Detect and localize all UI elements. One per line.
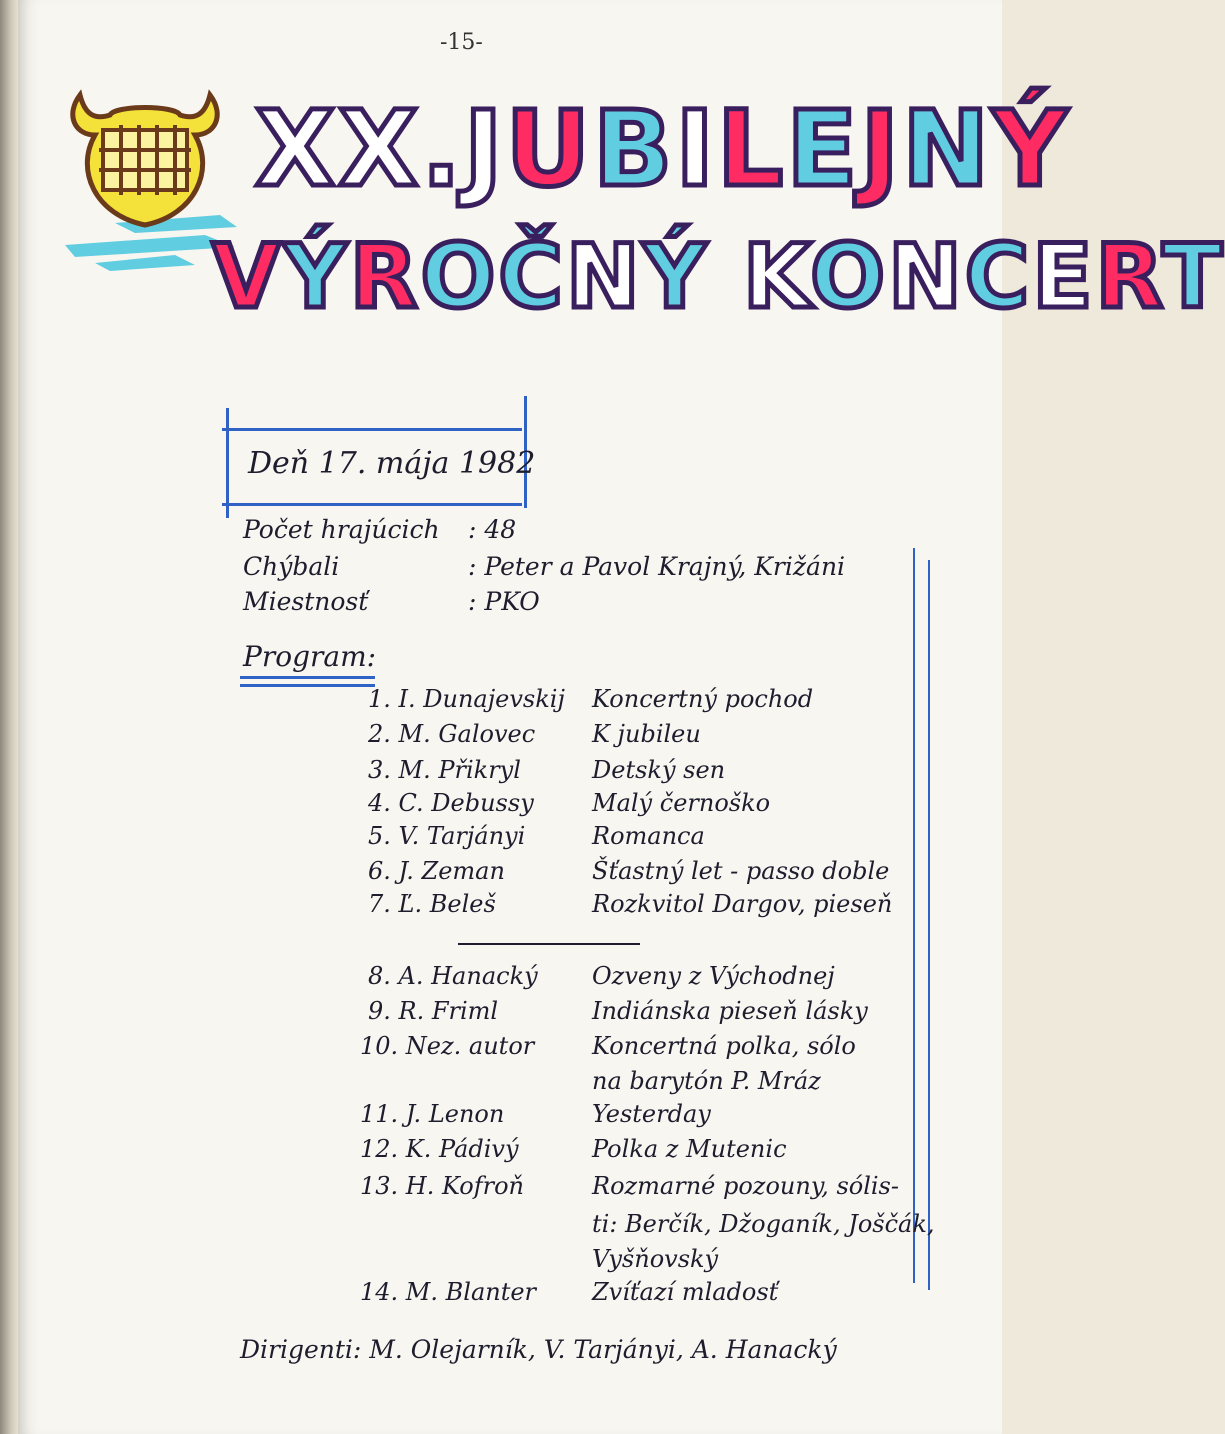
title-line-2: [212, 225, 1225, 328]
title-line-1-letter: E: [786, 88, 861, 210]
title-line-2-letter: C: [964, 225, 1033, 328]
title-line-2-letter: O: [810, 225, 889, 328]
title-line-1-letter: B: [593, 88, 676, 210]
program-item-composer: 7. Ľ. Beleš: [368, 890, 496, 918]
title-line-1-letter: Ý: [992, 88, 1071, 210]
title-line-2-letter: V: [212, 225, 284, 328]
program-item-title: Šťastný let - passo doble: [592, 857, 890, 885]
program-item-composer: 3. M. Přikryl: [368, 756, 521, 784]
lyre-strings: [99, 125, 191, 195]
program-item-title: Zvíťazí mladosť: [592, 1278, 779, 1306]
date-box-left-line: [226, 408, 229, 518]
program-item-composer: 13. H. Kofroň: [360, 1172, 524, 1200]
program-underline-2: [240, 684, 375, 687]
program-item-title: ti: Berčík, Džoganík, Joščák,: [592, 1210, 935, 1238]
program-item-composer: 6. J. Zeman: [368, 857, 505, 885]
program-item-title: K jubileu: [592, 720, 701, 748]
book-spine: [0, 0, 18, 1434]
program-divider: [458, 943, 640, 945]
title-line-1-letter: J: [463, 88, 506, 210]
program-item-composer: 9. R. Friml: [368, 997, 499, 1025]
program-underline-1: [240, 676, 375, 679]
field-label-venue: Miestnosť: [243, 587, 369, 616]
field-value-players: : 48: [468, 515, 517, 544]
concert-date: Deň 17. mája 1982: [248, 446, 536, 481]
title-line-2-letter: Č: [498, 225, 567, 328]
title-line-2-letter: [709, 225, 743, 328]
program-item-title: Rozkvitol Dargov, pieseň: [592, 890, 893, 918]
program-item-title: Malý černoško: [592, 789, 771, 817]
program-item-composer: 11. J. Lenon: [360, 1100, 505, 1128]
program-item-composer: 4. C. Debussy: [368, 789, 534, 817]
program-item-title: Rozmarné pozouny, sólis-: [592, 1172, 899, 1200]
title-line-1-letter: J: [860, 88, 903, 210]
title-line-1-letter: .: [421, 88, 464, 210]
program-item-title: Polka z Mutenic: [592, 1135, 787, 1163]
program-item-title: Ozveny z Východnej: [592, 962, 835, 990]
program-item-title: Romanca: [592, 822, 705, 850]
field-label-absent: Chýbali: [243, 552, 340, 581]
title-line-1-letter: XX: [255, 88, 422, 210]
title-line-2-letter: Ý: [642, 225, 710, 328]
title-line-2-letter: R: [1095, 225, 1163, 328]
program-item-composer: 1. I. Dunajevskij: [368, 685, 565, 713]
title-line-1-letter: U: [505, 88, 594, 210]
title-line-2-letter: K: [743, 225, 811, 328]
page-number: -15-: [440, 30, 483, 55]
program-item-title: Indiánska pieseň lásky: [592, 997, 868, 1025]
field-value-venue: : PKO: [468, 587, 540, 616]
program-item-title: Vyšňovský: [592, 1245, 719, 1273]
title-line-2-letter: O: [420, 225, 499, 328]
program-item-composer: 2. M. Galovec: [368, 720, 536, 748]
program-item-title: Yesterday: [592, 1100, 711, 1128]
program-item-composer: 5. V. Tarjányi: [368, 822, 526, 850]
title-line-1-letter: N: [902, 88, 993, 210]
title-line-2-letter: E: [1032, 225, 1096, 328]
title-line-2-letter: N: [888, 225, 965, 328]
title-line-2-letter: Ý: [283, 225, 350, 328]
title-line-2-letter: R: [349, 225, 421, 328]
field-label-players: Počet hrajúcich: [243, 515, 440, 544]
program-item-title: Koncertná polka, sólo: [592, 1032, 856, 1060]
right-margin-line-1: [913, 548, 915, 1283]
program-item-composer: 10. Nez. autor: [360, 1032, 535, 1060]
program-item-title: Koncertný pochod: [592, 685, 814, 713]
program-item-title: Detský sen: [592, 756, 726, 784]
program-item-composer: 14. M. Blanter: [360, 1278, 537, 1306]
title-line-2-letter: T: [1162, 225, 1225, 328]
title-line-2-letter: N: [566, 225, 643, 328]
right-margin-line-2: [928, 560, 930, 1290]
program-item-title: na barytón P. Mráz: [592, 1067, 821, 1095]
conductors: Dirigenti: M. Olejarník, V. Tarjányi, A. Hanacký: [240, 1335, 837, 1364]
title-line-1-letter: L: [717, 88, 787, 210]
program-item-composer: 12. K. Pádivý: [360, 1135, 519, 1163]
title-line-1: [255, 88, 1070, 210]
program-heading: Program:: [243, 640, 377, 673]
title-line-1-letter: I: [675, 88, 718, 210]
program-item-composer: 8. A. Hanacký: [368, 962, 538, 990]
field-value-absent: : Peter a Pavol Krajný, Križáni: [468, 552, 846, 581]
